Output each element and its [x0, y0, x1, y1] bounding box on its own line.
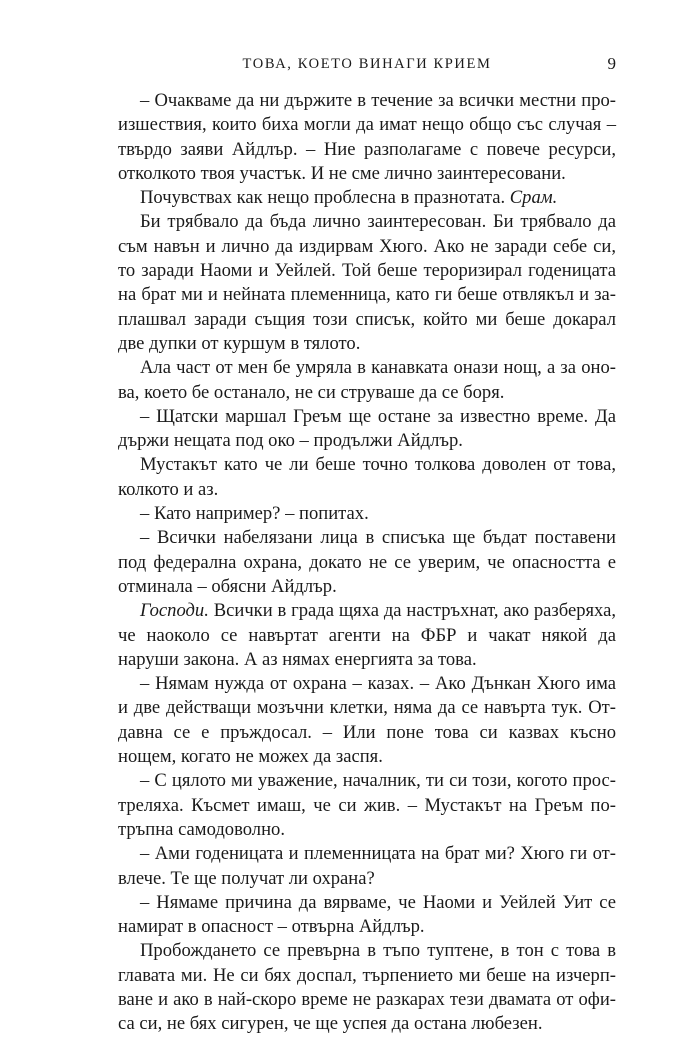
paragraph: [118, 599, 616, 672]
paragraph-text: Мустакът като че ли беше точно толкова доволен от това, колкото и аз.: [118, 454, 616, 500]
paragraph: [118, 210, 616, 356]
paragraph: [118, 842, 616, 891]
paragraph: [118, 405, 616, 454]
paragraph-text: – Очакваме да ни държите в течение за всички местни произшествия, които биха могли да имат нещо общо със случая – твърдо заяви Айдлър. – Ние разполагаме с повече ресурси, отколкото твоя участък. И не сме лично заинтересовани.: [118, 90, 616, 184]
paragraph-text: Всички в града щяха да настръхнат, ако разберяха, че наоколо се навъртат агенти на ФБР и чакат някой да наруши закона. А аз нямах енергията за това.: [118, 600, 616, 670]
paragraph-text: – С цялото ми уважение, началник, ти си този, когото простреляха. Късмет имаш, че си жив. – Мустакът на Греъм потръпна самодоволно.: [118, 770, 616, 840]
paragraph: [118, 891, 616, 940]
paragraph-text: Ала част от мен бе умряла в канавката онази нощ, а за онова, което бе останало, не си струваше да се боря.: [118, 357, 616, 403]
paragraph-text: Би трябвало да бъда лично заинтересован. Би трябвало да съм навън и лично да издирвам Хюго. Ако не заради себе си, то заради Наоми и Уейлей. Той беше тероризирал годеницата на брат ми и нейната племенница, като ги беше отвлякъл и заплашвал заради същия този списък, който ми беше докарал две дупки от куршум в тялото.: [118, 211, 616, 354]
paragraph: [118, 769, 616, 842]
body-text: [118, 89, 616, 1037]
paragraph: [118, 453, 616, 502]
paragraph: [118, 186, 616, 210]
page-number: 9: [607, 54, 616, 73]
running-header: [118, 52, 616, 76]
paragraph: [118, 89, 616, 186]
paragraph-text: – Ами годеницата и племенницата на брат ми? Хюго ги отвлече. Те ще получат ли охрана?: [118, 843, 616, 889]
paragraph-text: – Всички набелязани лица в списъка ще бъдат поставени под федерална охрана, докато не се уверим, че опасността е отминала – обясни Айдлър.: [118, 527, 616, 597]
paragraph: [118, 939, 616, 1036]
paragraph-text: – Нямам нужда от охрана – казах. – Ако Дънкан Хюго има и две действащи мозъчни клетки, няма да се навърта тук. Отдавна се е пръждосал. – Или поне това си казвах късно нощем, когато не можех да заспя.: [118, 673, 616, 768]
paragraph: [118, 526, 616, 599]
italic-text: Господи.: [140, 600, 209, 622]
paragraph-text: Почувствах как нещо проблесна в празнотата.: [140, 187, 510, 209]
italic-text: Срам.: [509, 187, 558, 209]
paragraph-text: – Нямаме причина да вярваме, че Наоми и Уейлей Уит се намират в опасност – отвърна Айдлър.: [118, 891, 616, 938]
running-title: ТОВА, КОЕТО ВИНАГИ КРИЕМ: [242, 56, 492, 72]
paragraph-text: Пробождането се превърна в тъпо туптене, в тон с това в главата ми. Не си бях доспал, търпението ми беше на изчерпване и ако в най-скоро време не разкарах тези двамата от офиса си, не бях сигурен, че ще успея да остана любезен.: [118, 940, 616, 1035]
paragraph-text: – Като например? – попитах.: [140, 503, 369, 525]
paragraph-text: – Щатски маршал Греъм ще остане за известно време. Да държи нещата под око – продължи Айдлър.: [118, 405, 616, 452]
paragraph: [118, 672, 616, 769]
paragraph: [118, 502, 616, 526]
paragraph: [118, 356, 616, 405]
